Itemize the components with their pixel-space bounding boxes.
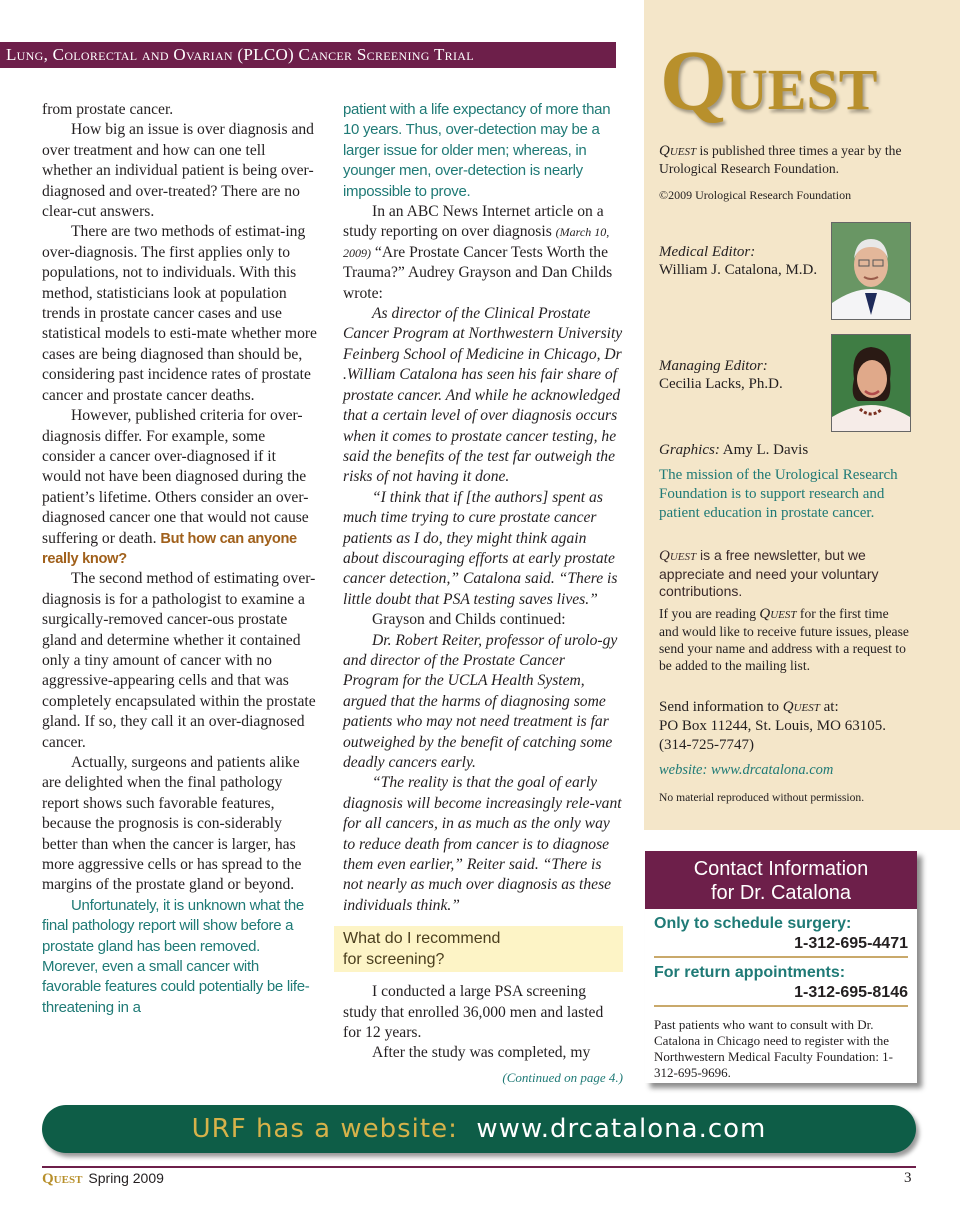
portrait-image (832, 335, 910, 431)
teal-paragraph: patient with a life expectancy of more than 10 years. Thus, over-detection may be a larger issue for older men; whereas, in younger men, over-detection is nearly impossible to prove. (343, 101, 611, 200)
permission-note: No material reproduced without permission. (659, 791, 865, 804)
copyright: ©2009 Urological Research Foundation (659, 188, 852, 202)
article-date: (March 10, 2009) (343, 225, 610, 260)
page-number: 3 (904, 1170, 912, 1186)
editor-label: Medical Editor: (659, 244, 756, 260)
address-line: PO Box 11244, St. Louis, MO 63105. (659, 718, 886, 734)
website-link[interactable]: website: www.drcatalona.com (659, 762, 834, 778)
portrait-image (832, 223, 910, 319)
paragraph-text: “Are Prostate Cancer Tests Worth the Trauma?” Audrey Grayson and Dan Childs wrote: (343, 243, 613, 302)
publication-note (659, 142, 909, 177)
paragraph: I conducted a large PSA screening study that enrolled 36,000 men and lasted for 12 years. (343, 983, 604, 1042)
mission-statement: The mission of the Urological Research Foundation is to support research and patient education in prostate cancer. (659, 467, 898, 521)
section-banner: Lung, Colorectal and Ovarian (PLCO) Cancer Screening Trial (0, 42, 616, 68)
contact-title (645, 851, 917, 909)
paragraph: There are two methods of estimat-ing over-diagnosis. The first applies only to populations, not to individuals. With this method, statisticians look at population trends in prostate cancer cases and use statistical models to esti-mate whether more cases are being diagnosed than should be, considering past incidence rates of prostate cancer and prostate cancer deaths. (42, 223, 317, 404)
graphics-name: Amy L. Davis (719, 442, 809, 458)
quote-paragraph: Dr. Robert Reiter, professor of urolo-gy and director of the Prostate Cancer Program for the UCLA Health System, argued that the harms of diagnosing some patients who may not need treatment is far outweighed by the benefit of catching some deadly cancers early. (343, 631, 618, 771)
website-label: URF has a website: (191, 1114, 458, 1144)
contact-title-line: Contact Information (693, 858, 869, 880)
managing-editor (659, 358, 824, 393)
teal-paragraph: Unfortunately, it is unknown what the final pathology report will show before a prostate gland has been removed. Morever, even a small cancer with favorable features could potentially be life-threatening in a (42, 896, 310, 1016)
paragraph: The second method of estimating over-diagnosis is for a pathologist to examine a surgically-removed cancer-ous prostate gland and determine whether it contained only a tiny amount of cancer with no aggressive-appearing cells and that was completely encapsulated within the prostate gland. If so, they call it an over-diagnosed cancer. (42, 570, 316, 751)
website-banner[interactable] (42, 1105, 916, 1153)
phone-line: (314-725-7747) (659, 737, 754, 753)
continued-note: (Continued on page 4.) (502, 1069, 623, 1085)
quote-paragraph: “I think that if [the authors] spent as much time trying to cure prostate cancer patients as I do, they might think again about discouraging efforts at early prostate cancer detection,” Catalona said. “There is little doubt that PSA testing saves lives.” (343, 488, 618, 608)
reading-text: If you are reading (659, 606, 760, 621)
paragraph: from prostate cancer. (42, 101, 174, 118)
highlight-question: But how can anyone really know? (42, 530, 297, 567)
paragraph (343, 202, 623, 304)
subscription-note (659, 605, 909, 674)
website-url[interactable]: www.drcatalona.com (476, 1114, 767, 1144)
editor-photo-lacks (831, 334, 911, 432)
paragraph: Grayson and Childs continued: (372, 611, 566, 629)
contact-title-line: for Dr. Catalona (710, 882, 852, 904)
paragraph: After the study was completed, my (372, 1044, 591, 1062)
send-text: Send information to (659, 699, 783, 715)
footer-issue (42, 1170, 164, 1188)
send-text: at: (819, 699, 839, 715)
graphics-credit (659, 442, 909, 459)
reading-text: for the first time and would like to receive future issues, please send your name and address with a request to be added to the mailing list. (659, 606, 909, 673)
quote-paragraph: As director of the Clinical Prostate Cancer Program at Northwestern University Feinberg School of Medicine in Chicago, Dr .William Catalona has seen his fair share of prostate cancer. And while he acknowledged that a certain level of over diagnosis occurs when it comes to prostate cancer testing, he said the benefits of the test far outweigh the risks of not having it done. (343, 305, 623, 486)
article-column-2 (343, 100, 623, 1088)
paragraph: Actually, surgeons and patients alike are delighted when the final pathology report shows such favorable features, because the prognosis is con-siderably better than when the cancer is larger, has more aggressive cells or has spread to the margins of the prostate gland or beyond. (42, 754, 302, 894)
editor-label: Managing Editor: (659, 358, 768, 374)
contact-box (645, 851, 917, 1083)
paragraph (42, 406, 317, 569)
paragraph-text: However, published criteria for over-diagnosis differ. For example, some consider a cancer over-diagnosed if it would not have been diagnosed during the patient’s lifetime. Others consider an over-diagnosed cancer one that would not cause suffering or death. (42, 407, 309, 547)
contact-note: Past patients who want to consult with Dr. Catalona in Chicago need to register with the Northwestern Medical Faculty Foundation: 1-312-695-9696. (654, 1017, 894, 1080)
mailing-address (659, 698, 909, 755)
quote-paragraph: “The reality is that the goal of early diagnosis will become increasingly rele-vant for all cancers, in as much as the only way to reduce death from cancer is to diagnose them even earlier,” Reiter said. “There is not nearly as much over diagnosis as these individuals think.” (343, 774, 622, 914)
quest-name: Quest (659, 143, 697, 159)
free-text: is a free newsletter, but we appreciate and need your voluntary contributions. (659, 547, 879, 599)
section-heading (334, 926, 623, 972)
editor-name: William J. Catalona, M.D. (659, 261, 818, 278)
logo-text: UEST (725, 57, 878, 122)
paragraph: How big an issue is over diagnosis and over treatment and how can one tell whether an individual patient is being over-diagnosed and over-treated? There are no clear-cut answers. (42, 121, 314, 221)
article-column-1 (42, 100, 317, 1018)
footer-rule (42, 1166, 916, 1168)
graphics-label: Graphics: (659, 442, 720, 458)
return-phone[interactable]: 1-312-695-8146 (654, 984, 908, 1007)
quest-name: Quest (782, 699, 820, 715)
paragraph-text: In an ABC News Internet article on a study reporting on over diagnosis (343, 203, 604, 241)
editor-photo-catalona (831, 222, 911, 320)
return-label: For return appointments: (654, 964, 846, 981)
heading-line: What do I recommend (343, 930, 501, 948)
free-newsletter-note (659, 547, 904, 601)
send-info (659, 698, 909, 717)
issue-date: Spring 2009 (88, 1170, 164, 1186)
quest-logo (660, 30, 877, 130)
medical-editor (659, 244, 824, 279)
surgery-phone[interactable]: 1-312-695-4471 (654, 935, 908, 958)
surgery-label: Only to schedule surgery: (654, 915, 852, 932)
editor-name: Cecilia Lacks, Ph.D. (659, 375, 783, 392)
heading-line: for screening? (343, 951, 445, 969)
pub-text: is published three times a year by the Urological Research Foundation. (659, 143, 902, 176)
logo-letter: Q (660, 32, 726, 128)
quest-name: Quest (42, 1171, 83, 1187)
quest-name: Quest (759, 606, 797, 622)
quest-name: Quest (659, 548, 697, 564)
